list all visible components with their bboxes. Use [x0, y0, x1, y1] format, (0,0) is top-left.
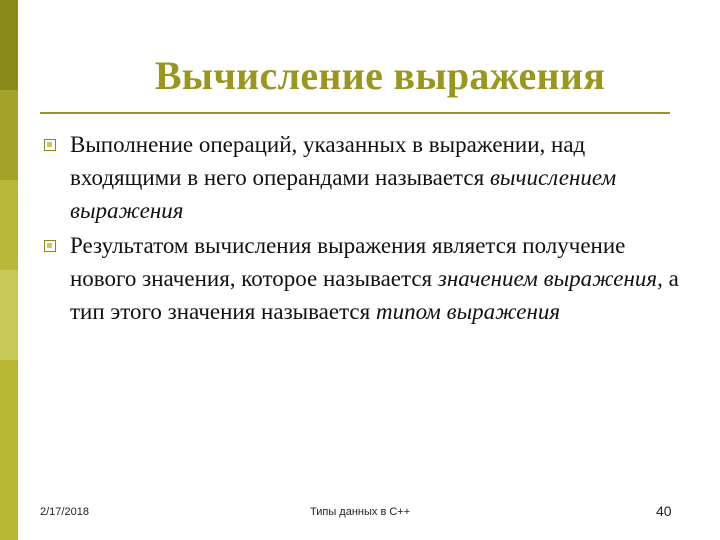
footer-title: Типы данных в С++: [310, 506, 411, 518]
sidebar-segment: [0, 180, 18, 270]
square-bullet-icon: [44, 240, 56, 252]
square-bullet-icon: [44, 139, 56, 151]
sidebar-segment: [0, 90, 18, 180]
bullet-text: Выполнение операций, указанных в выражении, над входящими в него операндами называется: [70, 132, 586, 190]
decorative-sidebar: [0, 0, 18, 540]
bullet-item: [40, 229, 680, 328]
sidebar-segment: [0, 270, 18, 360]
bullet-emphasis: значением выражения,: [437, 266, 663, 291]
sidebar-segment: [0, 360, 18, 540]
bullet-item: [40, 128, 680, 227]
bullet-emphasis: типом выражения: [375, 299, 561, 324]
bullet-text: Результатом вычисления выражения является получение нового значения, которое называется: [70, 233, 626, 291]
bullet-emphasis: вычислением выражения: [70, 165, 617, 223]
title-divider: [40, 112, 670, 114]
sidebar-segment: [0, 0, 18, 90]
slide-title: Вычисление выражения: [154, 53, 606, 98]
bullet-list: [40, 128, 680, 330]
bullet-text: а тип этого значения называется: [70, 266, 679, 324]
footer-date: 2/17/2018: [40, 506, 89, 518]
page-number: 40: [656, 503, 672, 519]
